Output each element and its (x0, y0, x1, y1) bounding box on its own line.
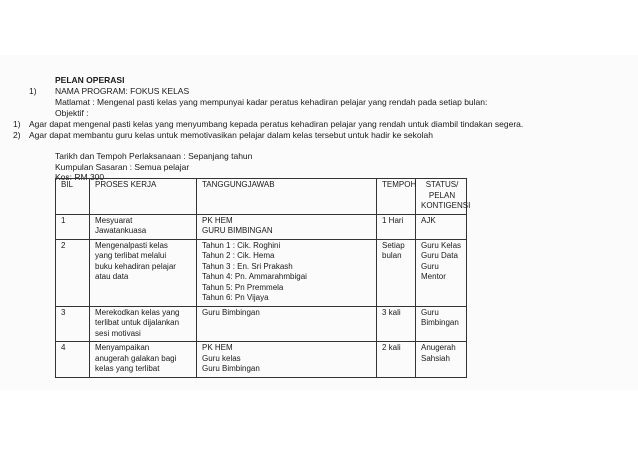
cell-tempoh: 1 Hari (377, 214, 416, 239)
cell-status: Guru Kelas Guru Data Guru Mentor (416, 239, 467, 306)
kos: Kos: RM 300 (55, 172, 105, 182)
cell-tempoh: 2 kali (377, 342, 416, 378)
cell-bil: 2 (56, 239, 90, 306)
cell-proses-kerja: Merekodkan kelas yang terlibat untuk dijalankan sesi motivasi (90, 306, 197, 342)
operation-plan-table (55, 178, 471, 378)
program-name: NAMA PROGRAM: FOKUS KELAS (55, 86, 190, 96)
table-header-row (56, 179, 467, 215)
header-bil: BIL (56, 179, 90, 215)
cell-proses-kerja: Mesyuarat Jawatankuasa (90, 214, 197, 239)
cell-proses-kerja: Mengenalpasti kelas yang terlibat melalui buku kehadiran pelajar atau data (90, 239, 197, 306)
cell-bil: 4 (56, 342, 90, 378)
cell-tanggungjawab: PK HEM GURU BIMBINGAN (197, 214, 377, 239)
table-row (56, 214, 467, 239)
cell-status: Anugerah Sahsiah (416, 342, 467, 378)
header-tempoh: TEMPOH (377, 179, 416, 215)
tarikh-tempoh: Tarikh dan Tempoh Perlaksanaan : Sepanjang tahun (55, 151, 253, 161)
objective-text: Agar dapat membantu guru kelas untuk memotivasikan pelajar dalam kelas tersebut untuk hadir ke sekolah (29, 130, 433, 140)
table-row (56, 306, 467, 342)
cell-proses-kerja: Menyampaikan anugerah galakan bagi kelas yang terlibat (90, 342, 197, 378)
cell-bil: 3 (56, 306, 90, 342)
cell-tanggungjawab: PK HEM Guru kelas Guru Bimbingan (197, 342, 377, 378)
cell-status: AJK (416, 214, 467, 239)
cell-tanggungjawab: Tahun 1 : Cik. Roghini Tahun 2 : Cik. Hema Tahun 3 : En. Sri Prakash Tahun 4: Pn. Ammarahmbigai Tahun 5: Pn Premmela Tahun 6: Pn Vijaya (197, 239, 377, 306)
objektif-label: Objektif : (55, 108, 89, 118)
cell-bil: 1 (56, 214, 90, 239)
header-status: STATUS/ PELAN KONTIGENSI (416, 179, 467, 215)
cell-tempoh: Setiap bulan (377, 239, 416, 306)
program-number: 1) (29, 86, 37, 96)
cell-status: Guru Bimbingan (416, 306, 467, 342)
table-row (56, 239, 467, 306)
table-row (56, 342, 467, 378)
matlamat-text: Matlamat : Mengenal pasti kelas yang mempunyai kadar peratus kehadiran pelajar yang rendah pada setiap bulan: (55, 97, 488, 107)
cell-tanggungjawab: Guru Bimbingan (197, 306, 377, 342)
cell-tempoh: 3 kali (377, 306, 416, 342)
header-tanggungjawab: TANGGUNGJAWAB (197, 179, 377, 215)
objective-number: 2) (13, 130, 21, 140)
kumpulan-sasaran: Kumpulan Sasaran : Semua pelajar (55, 162, 190, 172)
header-proses-kerja: PROSES KERJA (90, 179, 197, 215)
objective-number: 1) (13, 119, 21, 129)
document-heading: PELAN OPERASI (55, 75, 125, 85)
objective-text: Agar dapat mengenal pasti kelas yang menyumbang kepada peratus kehadiran pelajar yang rendah untuk diambil tindakan segera. (29, 119, 524, 129)
